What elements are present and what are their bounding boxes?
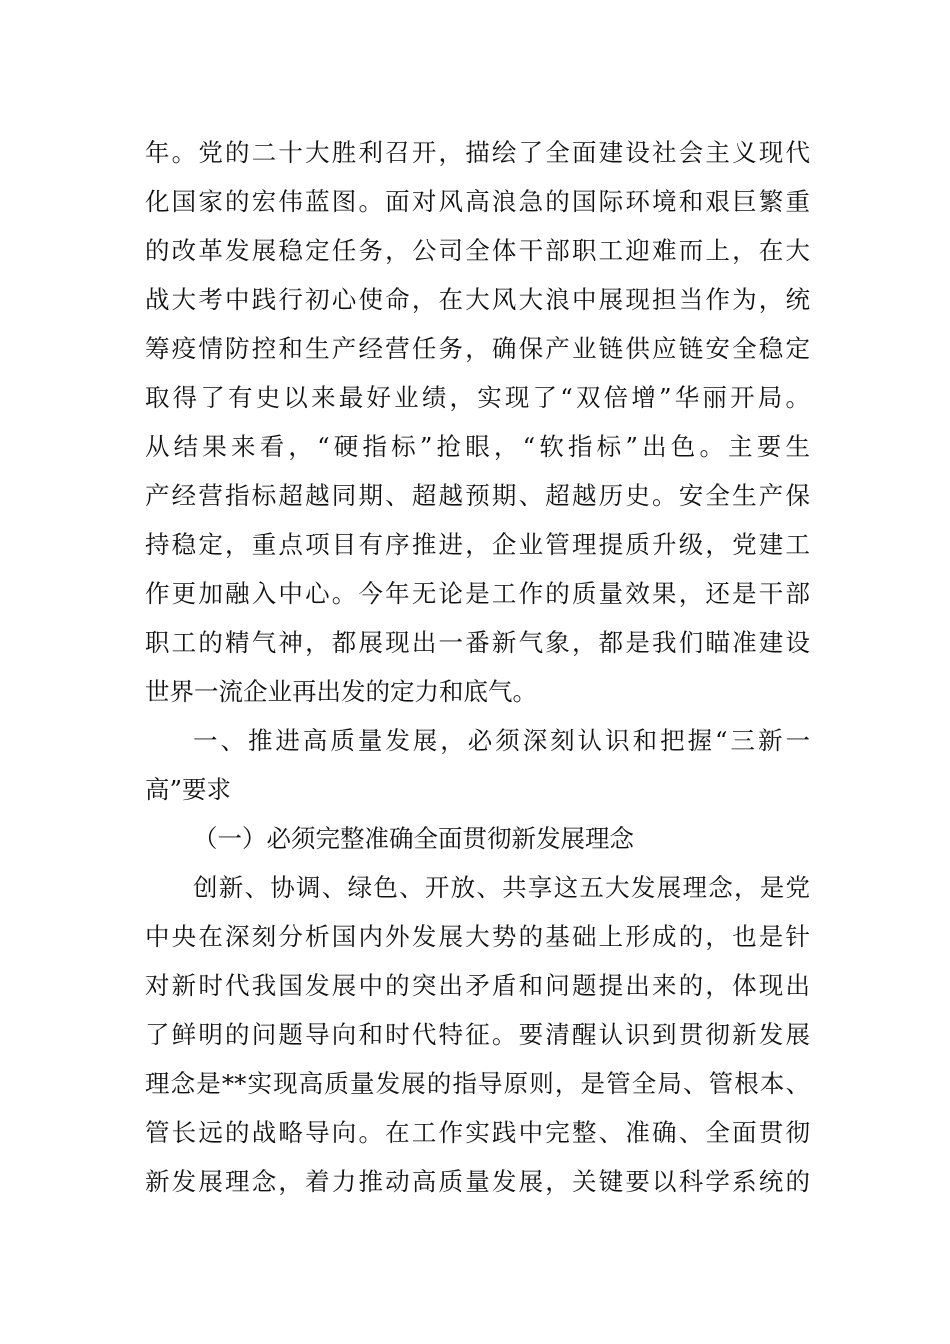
text-line: 了鲜明的问题导向和时代特征。要清醒认识到贯彻新发展	[145, 1020, 810, 1049]
text-line: 的改革发展稳定任务，公司全体干部职工迎难而上，在大	[145, 236, 810, 265]
subsection-heading: （一）必须完整准确全面贯彻新发展理念	[193, 824, 634, 853]
text-line: 年。党的二十大胜利召开，描绘了全面建设社会主义现代	[145, 138, 810, 167]
text-line: 理念是**实现高质量发展的指导原则，是管全局、管根本、	[145, 1069, 810, 1098]
text-line: 持稳定，重点项目有序推进，企业管理提质升级，党建工	[145, 530, 810, 559]
text-line: 对新时代我国发展中的突出矛盾和问题提出来的，体现出	[145, 971, 810, 1000]
text-line: 创新、协调、绿色、开放、共享这五大发展理念，是党	[193, 873, 810, 902]
text-line: 战大考中践行初心使命，在大风大浪中展现担当作为，统	[145, 285, 810, 314]
text-line: 世界一流企业再出发的定力和底气。	[145, 677, 537, 706]
text-line: 从结果来看，“硬指标”抢眼，“软指标”出色。主要生	[145, 432, 810, 461]
heading-line: 高”要求	[145, 775, 232, 804]
text-line: 化国家的宏伟蓝图。面对风高浪急的国际环境和艰巨繁重	[145, 187, 810, 216]
text-line: 作更加融入中心。今年无论是工作的质量效果，还是干部	[145, 579, 810, 608]
text-line: 职工的精气神，都展现出一番新气象，都是我们瞄准建设	[145, 628, 810, 657]
heading-line: 一、推进高质量发展，必须深刻认识和把握“三新一	[193, 726, 810, 755]
text-line: 筹疫情防控和生产经营任务，确保产业链供应链安全稳定	[145, 334, 810, 363]
text-line: 管长远的战略导向。在工作实践中完整、准确、全面贯彻	[145, 1118, 810, 1147]
text-line: 产经营指标超越同期、超越预期、超越历史。安全生产保	[145, 481, 810, 510]
text-line: 新发展理念，着力推动高质量发展，关键要以科学系统的	[145, 1167, 810, 1196]
text-line: 中央在深刻分析国内外发展大势的基础上形成的，也是针	[145, 922, 810, 951]
text-line: 取得了有史以来最好业绩，实现了“双倍增”华丽开局。	[145, 383, 810, 412]
